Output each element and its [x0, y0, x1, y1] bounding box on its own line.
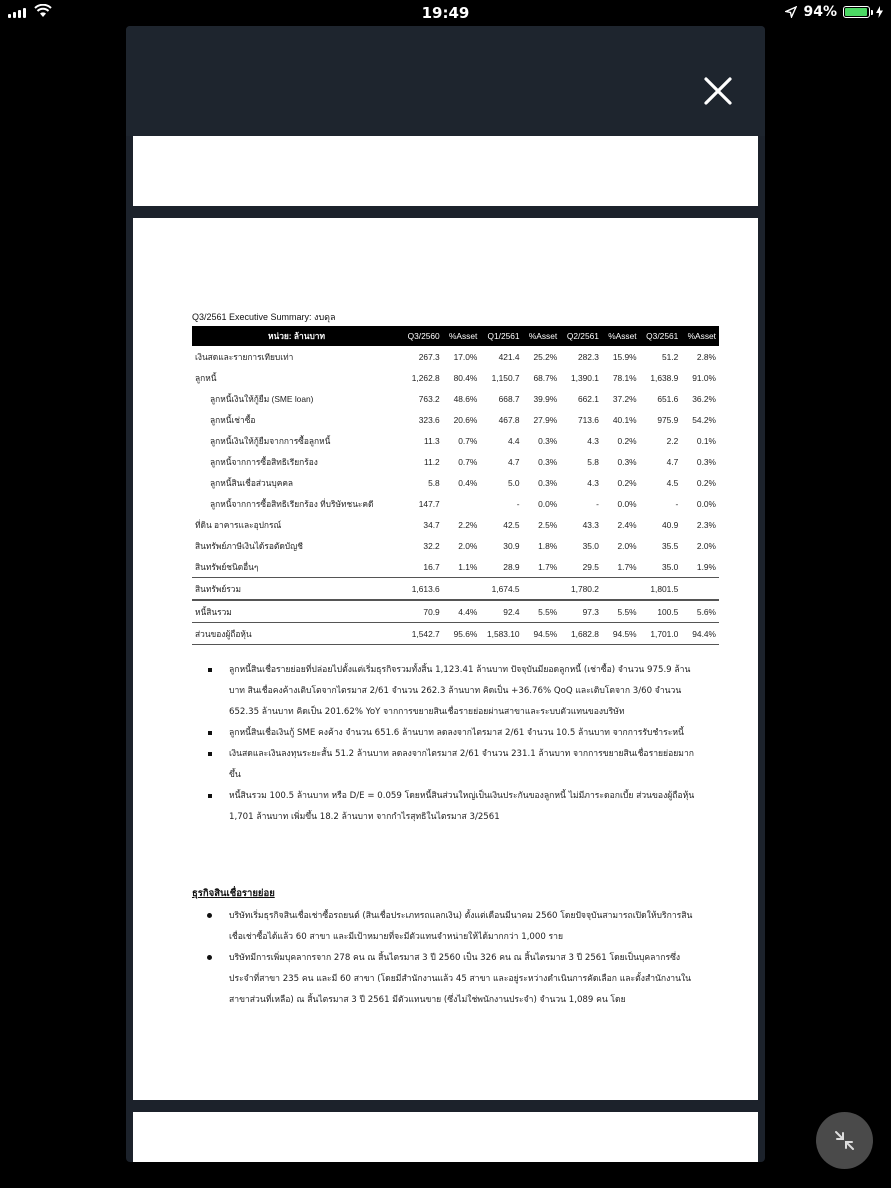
table-cell [523, 578, 561, 601]
column-header: %Asset [602, 326, 640, 346]
row-label: หนี้สินรวม [192, 600, 401, 623]
table-cell: 94.4% [681, 623, 719, 645]
table-cell: 43.3 [582, 519, 599, 530]
row-label: ลูกหนี้ [195, 372, 217, 383]
table-cell: 282.3 [577, 351, 599, 362]
minimize-arrows-icon [816, 1112, 873, 1169]
table-cell: 100.5 [640, 600, 682, 623]
table-cell [681, 578, 719, 601]
table-row [192, 535, 719, 556]
row-label: ส่วนของผู้ถือหุ้น [192, 623, 401, 645]
table-cell: 2.0% [696, 540, 716, 551]
column-header: %Asset [443, 326, 481, 346]
table-cell: 2.4% [617, 519, 637, 530]
row-label: ลูกหนี้เงินให้กู้ยืมจากการซื้อลูกหนี้ [210, 435, 331, 446]
table-cell: 17.0% [453, 351, 478, 362]
table-cell: 0.7% [458, 456, 478, 467]
table-cell: 0.7% [458, 435, 478, 446]
row-label: ลูกหนี้จากการซื้อสิทธิเรียกร้อง ที่บริษัทชนะคดี [210, 498, 374, 509]
table-cell: 4.7 [507, 456, 520, 467]
table-cell: 80.4% [453, 372, 478, 383]
table-cell: 662.1 [577, 393, 599, 404]
table-cell: 4.3 [587, 435, 599, 446]
table-cell: 1,262.8 [411, 372, 440, 383]
table-row [192, 388, 719, 409]
table-cell: 37.2% [612, 393, 637, 404]
battery-percent: 94% [803, 4, 837, 20]
table-cell: 1,780.2 [560, 578, 602, 601]
table-cell: 1,801.5 [640, 578, 682, 601]
table-row [192, 346, 719, 367]
table-cell: 30.9 [503, 540, 520, 551]
table-cell: 97.3 [560, 600, 602, 623]
page-title: Q3/2561 Executive Summary: งบดุล [192, 312, 336, 322]
table-row [192, 514, 719, 535]
table-cell: 40.9 [662, 519, 679, 530]
row-label: สินทรัพย์รวม [192, 578, 401, 601]
table-cell: 0.3% [696, 456, 716, 467]
table-cell: 2.0% [458, 540, 478, 551]
viewer-header [126, 26, 765, 136]
table-cell: 713.6 [577, 414, 599, 425]
table-cell: 0.1% [696, 435, 716, 446]
table-row [192, 451, 719, 472]
table-cell: 1,150.7 [491, 372, 520, 383]
table-cell: 5.8 [428, 477, 440, 488]
row-label: ลูกหนี้สินเชื่อส่วนบุคคล [210, 477, 294, 488]
table-cell: 2.0% [617, 540, 637, 551]
table-cell: 78.1% [612, 372, 637, 383]
table-cell: 147.7 [418, 498, 440, 509]
table-cell: 1,674.5 [480, 578, 522, 601]
row-label: สินทรัพย์ชนิดอื่นๆ [195, 561, 259, 572]
table-cell: 4.4 [507, 435, 520, 446]
table-cell: 34.7 [423, 519, 440, 530]
list-item: หนี้สินรวม 100.5 ล้านบาท หรือ D/E = 0.059 โดยหนี้สินส่วนใหญ่เป็นเงินประกันของลูกหนี้ ไม่มีภาระดอกเบี้ย ส่วนของผู้ถือหุ้น 1,701 ล้านบาท เพิ่มขึ้น 18.2 ล้านบาท จากกำไรสุทธิในไตรมาส 3/2561 [193, 786, 703, 828]
table-cell: 0.3% [538, 456, 558, 467]
previous-page [133, 136, 758, 206]
table-row [192, 430, 719, 451]
table-cell: 2.5% [538, 519, 558, 530]
table-row [192, 367, 719, 388]
table-row [192, 556, 719, 578]
table-cell: 421.4 [498, 351, 520, 362]
location-arrow-icon [785, 6, 797, 18]
table-cell: 5.0 [507, 477, 520, 488]
table-cell: 29.5 [582, 561, 599, 572]
status-bar [0, 0, 891, 26]
section-points [193, 906, 703, 1011]
table-cell: 42.5 [503, 519, 520, 530]
row-label: สินทรัพย์ภาษีเงินได้รอตัดบัญชี [195, 540, 303, 551]
column-header: หน่วย: ล้านบาท [192, 326, 401, 346]
table-row [192, 472, 719, 493]
table-cell: 1,701.0 [640, 623, 682, 645]
table-cell: 68.7% [533, 372, 558, 383]
column-header: Q2/2561 [560, 326, 602, 346]
table-cell: 20.6% [453, 414, 478, 425]
table-row [192, 600, 719, 623]
list-item: บริษัทมีการเพิ่มบุคลากรจาก 278 คน ณ สิ้นไตรมาส 3 ปี 2560 เป็น 326 คน ณ สิ้นไตรมาส 3 ปี 2561 โดยเป็นบุคลากรซึ่งประจำที่สาขา 235 คน และมี 60 สาขา (โดยมีสำนักงานแล้ว 45 สาขา และอยู่ระหว่างดำเนินการคัดเลือก และตั้งสำนักงานในสาขาส่วนที่เหลือ) ณ สิ้นไตรมาส 3 ปี 2561 มีตัวแทนขาย (ซึ่งไม่ใช่พนักงานประจำ) จำนวน 1,089 คน โดย [193, 948, 703, 1011]
table-cell [602, 578, 640, 601]
table-cell: 4.4% [443, 600, 481, 623]
table-cell: 0.0% [696, 498, 716, 509]
table-cell: 27.9% [533, 414, 558, 425]
table-cell: 1.7% [538, 561, 558, 572]
table-cell: 5.5% [602, 600, 640, 623]
table-cell: 15.9% [612, 351, 637, 362]
column-header: Q1/2561 [480, 326, 522, 346]
table-cell: 2.2 [666, 435, 679, 446]
summary-bullets [193, 660, 703, 828]
table-cell: 94.5% [523, 623, 561, 645]
table-cell: 1,583.10 [480, 623, 522, 645]
table-cell: 668.7 [498, 393, 520, 404]
table-cell: 95.6% [443, 623, 481, 645]
table-cell: 39.9% [533, 393, 558, 404]
table-cell: 0.3% [538, 435, 558, 446]
table-cell: 70.9 [401, 600, 443, 623]
table-cell: 5.8 [587, 456, 599, 467]
table-cell: 0.2% [617, 477, 637, 488]
table-cell: 467.8 [498, 414, 520, 425]
table-cell [443, 578, 481, 601]
balance-sheet-table [192, 326, 719, 645]
table-cell: 323.6 [418, 414, 440, 425]
table-cell: 0.2% [617, 435, 637, 446]
table-cell: 4.3 [587, 477, 599, 488]
table-cell: 91.0% [692, 372, 716, 383]
table-cell: 4.5 [666, 477, 679, 488]
column-header: Q3/2561 [640, 326, 682, 346]
table-cell: 1,638.9 [650, 372, 679, 383]
table-cell: - [675, 498, 679, 509]
table-cell: 32.2 [423, 540, 440, 551]
table-row [192, 623, 719, 645]
table-cell: 1,390.1 [571, 372, 599, 383]
table-cell: 35.0 [662, 561, 679, 572]
table-cell: 35.5 [662, 540, 679, 551]
table-cell: 94.5% [602, 623, 640, 645]
table-row [192, 493, 719, 514]
table-cell: 11.3 [424, 435, 440, 446]
table-cell: - [596, 498, 599, 509]
table-cell: 1.8% [538, 540, 558, 551]
table-cell: 1.1% [458, 561, 478, 572]
table-cell: 92.4 [480, 600, 522, 623]
next-page [133, 1112, 758, 1162]
table-cell: 0.2% [696, 477, 716, 488]
table-cell: 1.7% [617, 561, 637, 572]
table-cell: 2.3% [696, 519, 716, 530]
table-cell: 0.0% [538, 498, 558, 509]
table-cell: 5.6% [681, 600, 719, 623]
battery-icon [843, 6, 870, 18]
table-cell: 763.2 [418, 393, 440, 404]
row-label: ที่ดิน อาคารและอุปกรณ์ [195, 519, 282, 530]
table-cell: 0.4% [458, 477, 478, 488]
table-cell: 2.2% [458, 519, 478, 530]
table-cell: 51.2 [662, 351, 679, 362]
table-cell: 2.8% [696, 351, 716, 362]
row-label: ลูกหนี้เงินให้กู้ยืม (SME loan) [210, 393, 314, 404]
table-cell: 35.0 [582, 540, 599, 551]
status-time: 19:49 [421, 4, 470, 22]
table-row [192, 409, 719, 430]
exit-fullscreen-button[interactable] [816, 1112, 873, 1169]
table-cell: 1,682.8 [560, 623, 602, 645]
table-row [192, 578, 719, 601]
column-header: %Asset [681, 326, 719, 346]
document-viewer [126, 26, 765, 1162]
row-label: ลูกหนี้จากการซื้อสิทธิเรียกร้อง [210, 456, 318, 467]
table-header-row [192, 326, 719, 346]
charging-bolt-icon [876, 6, 883, 18]
list-item: เงินสดและเงินลงทุนระยะสั้น 51.2 ล้านบาท ลดลงจากไตรมาส 2/61 จำนวน 231.1 ล้านบาท จากการขยายสินเชื่อรายย่อยมากขึ้น [193, 744, 703, 786]
table-cell: 40.1% [612, 414, 637, 425]
column-header: Q3/2560 [401, 326, 443, 346]
table-cell: - [516, 498, 520, 509]
table-cell: 0.3% [617, 456, 637, 467]
row-label: ลูกหนี้เช่าซื้อ [210, 414, 256, 425]
list-item: ลูกหนี้สินเชื่อรายย่อยที่ปล่อยไปตั้งแต่เริ่มธุรกิจรวมทั้งสิ้น 1,123.41 ล้านบาท ปัจจุบันมียอดลูกหนี้ (เช่าซื้อ) จำนวน 975.9 ล้านบาท สินเชื่อคงค้างเติบโตจากไตรมาส 2/61 จำนวน 262.3 ล้านบาท คิดเป็น +36.76% QoQ และเติบโตจาก 3/60 จำนวน 652.35 ล้านบาท คิดเป็น 201.62% YoY จากการขยายสินเชื่อรายย่อยผ่านสาขาและระบบตัวแทนของบริษัท [193, 660, 703, 723]
table-cell [443, 493, 481, 514]
table-cell: 48.6% [453, 393, 478, 404]
table-cell: 5.5% [523, 600, 561, 623]
table-cell: 1.9% [696, 561, 716, 572]
table-cell: 267.3 [418, 351, 440, 362]
table-cell: 1,542.7 [401, 623, 443, 645]
table-cell: 0.0% [617, 498, 637, 509]
table-cell: 11.2 [424, 456, 440, 467]
table-cell: 975.9 [657, 414, 679, 425]
table-cell: 0.3% [538, 477, 558, 488]
column-header: %Asset [523, 326, 561, 346]
close-icon[interactable] [701, 74, 735, 108]
table-cell: 54.2% [692, 414, 716, 425]
section-heading: ธุรกิจสินเชื่อรายย่อย [192, 888, 275, 899]
document-page [133, 218, 758, 1100]
table-cell: 25.2% [533, 351, 558, 362]
table-cell: 36.2% [692, 393, 716, 404]
table-cell: 4.7 [666, 456, 679, 467]
table-cell: 651.6 [657, 393, 679, 404]
table-cell: 28.9 [503, 561, 520, 572]
row-label: เงินสดและรายการเทียบเท่า [195, 351, 294, 362]
list-item: ลูกหนี้สินเชื่อเงินกู้ SME คงค้าง จำนวน 651.6 ล้านบาท ลดลงจากไตรมาส 2/61 จำนวน 10.5 ล้านบาท จากการรับชำระหนี้ [193, 723, 703, 744]
table-cell: 1,613.6 [401, 578, 443, 601]
table-cell: 16.7 [423, 561, 440, 572]
list-item: บริษัทเริ่มธุรกิจสินเชื่อเช่าซื้อรถยนต์ (สินเชื่อประเภทรถแลกเงิน) ตั้งแต่เดือนมีนาคม 2560 โดยปัจจุบันสามารถเปิดให้บริการสินเชื่อเช่าซื้อได้แล้ว 60 สาขา และมีเป้าหมายที่จะมีตัวแทนจำหน่ายให้ได้มากกว่า 1,000 ราย [193, 906, 703, 948]
